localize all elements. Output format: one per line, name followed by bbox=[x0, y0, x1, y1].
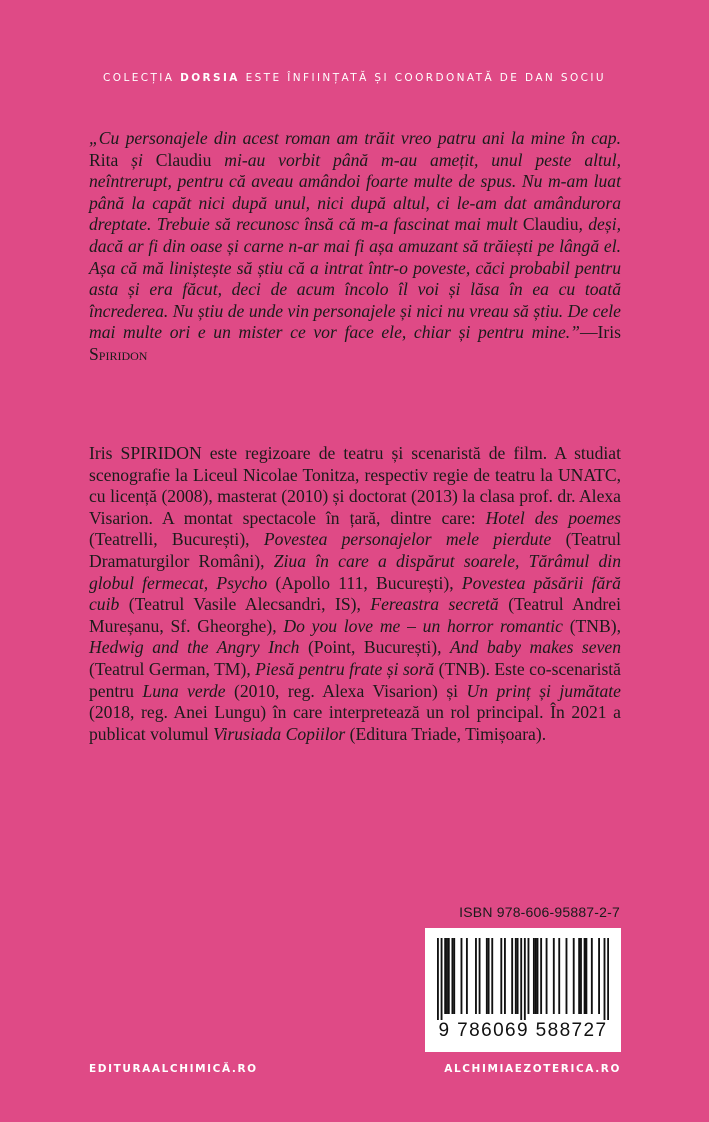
quote-name-claudiu: Claudiu bbox=[155, 149, 212, 170]
bio-text: (Editura Triade, Timișoara). bbox=[345, 723, 547, 744]
bio-text: (TNB). Este co-scenaristă pentru bbox=[89, 658, 621, 701]
bio-work-title: Un prinț și jumătate bbox=[466, 680, 621, 701]
barcode-digits: 9 786069 588727 bbox=[438, 1020, 608, 1041]
barcode-bar bbox=[500, 938, 502, 1014]
secondary-website[interactable]: ALCHIMIAEZOTERICA.RO bbox=[444, 1063, 621, 1075]
barcode-bar bbox=[598, 938, 600, 1014]
author-quote bbox=[89, 128, 621, 366]
barcode-bars bbox=[437, 938, 609, 1020]
author-biography bbox=[89, 443, 621, 745]
barcode-bar bbox=[520, 938, 522, 1020]
quote-attribution-dash: —Iris bbox=[579, 322, 621, 343]
barcode-bar bbox=[444, 938, 446, 1014]
bio-work-title: And baby makes seven bbox=[450, 637, 622, 658]
barcode-bar bbox=[511, 938, 513, 1014]
barcode-bar bbox=[537, 938, 539, 1014]
barcode-bar bbox=[584, 938, 586, 1014]
barcode-bar bbox=[580, 938, 582, 1014]
bio-work-title: Luna verde bbox=[142, 680, 226, 701]
barcode-bar bbox=[578, 938, 580, 1014]
collection-prefix: COLECȚIA bbox=[103, 72, 181, 84]
barcode-bar bbox=[546, 938, 548, 1014]
bio-work-title: Virusiada Copiilor bbox=[213, 723, 346, 744]
bio-text: (Teatrul Vasile Alecsandri, IS), bbox=[119, 594, 371, 615]
bio-text: (Teatrul Andrei Mureșanu, Sf. Gheorghe), bbox=[89, 594, 621, 636]
quote-text-1: „Cu personajele din acest roman am trăit vreo patru ani la mine în cap. bbox=[89, 128, 621, 148]
bio-text: (Teatrul Dramaturgilor Români), bbox=[89, 529, 621, 571]
barcode-bar bbox=[553, 938, 555, 1014]
barcode-bar bbox=[528, 938, 530, 1014]
barcode-bar bbox=[461, 938, 463, 1014]
publisher-website[interactable]: EDITURAALCHIMICĂ.RO bbox=[89, 1063, 258, 1075]
barcode-bar bbox=[475, 938, 477, 1014]
collection-note bbox=[0, 72, 709, 84]
quote-name-rita: Rita bbox=[89, 149, 119, 170]
barcode-bar bbox=[585, 938, 587, 1014]
bio-text: (Apollo 111, București), bbox=[267, 572, 462, 593]
barcode-bar bbox=[515, 938, 517, 1014]
bio-text: (2010, reg. Alexa Visarion) și bbox=[225, 680, 467, 701]
barcode-bar bbox=[524, 938, 526, 1020]
barcode-bar bbox=[488, 938, 490, 1014]
bio-work-title: Do you love me – un horror romantic bbox=[283, 615, 563, 636]
barcode-bar bbox=[504, 938, 506, 1014]
quote-attribution-author: Spiridon bbox=[89, 343, 148, 364]
barcode-bar bbox=[517, 938, 519, 1014]
barcode-bar bbox=[573, 938, 575, 1014]
isbn-label: ISBN 978-606-95887-2-7 bbox=[459, 904, 620, 920]
bio-work-title: Fereastra secretă bbox=[370, 594, 499, 615]
barcode-bar bbox=[566, 938, 568, 1014]
quote-text-2: și bbox=[118, 149, 156, 170]
bio-text: (Point, București), bbox=[299, 637, 450, 658]
barcode-bar bbox=[558, 938, 560, 1014]
bio-text: (Teatrelli, București), bbox=[89, 529, 264, 550]
barcode-bar bbox=[437, 938, 439, 1020]
bio-work-title: Ziua în care a dispărut soarele, Tărâmul din globul fermecat, Psycho bbox=[89, 550, 621, 593]
bio-work-title: Povestea păsării fără cuib bbox=[89, 572, 621, 615]
bio-text: (Teatrul German, TM), bbox=[89, 658, 256, 679]
collection-brand: DORSIA bbox=[180, 72, 240, 84]
barcode-bar bbox=[607, 938, 609, 1020]
quote-text-4: , deși, dacă ar fi din oase și carne n-ar mai fi așa amuzant să trăiești pe lângă el. Așa că mă liniștește să știu că a intrat într-o poveste, căci probabil pentru asta și era făcut, deci de acum încolo îl voi și lăsa în ea cu toată încrederea. Nu știu de unde vin personajele și nici nu vreau să știu. De cele mai multe ori e un mister ce vor face ele, chiar și pentru mine.” bbox=[89, 214, 621, 343]
bio-text: (2018, reg. Anei Lungu) în care interpretează un rol principal. În 2021 a publicat volumul bbox=[89, 702, 621, 744]
barcode-bar bbox=[453, 938, 455, 1014]
barcode-bar bbox=[466, 938, 468, 1014]
quote-name-claudiu-2: Claudiu bbox=[522, 214, 579, 235]
barcode-bar bbox=[540, 938, 542, 1014]
bio-work-title: Hedwig and the Angry Inch bbox=[89, 637, 300, 658]
barcode-bar bbox=[491, 938, 493, 1014]
quote-text-3: mi-au vorbit până m-au amețit, unul peste altul, neîntrerupt, pentru că aveau amândoi foarte multe de spus. Nu m-am luat până la capăt nici după unul, nici după altul, ci le-am dat amândurora dreptate. Trebuie să recunosc însă că m-a fascinat mai mult bbox=[89, 149, 621, 235]
barcode-bar bbox=[479, 938, 481, 1014]
barcode-bar bbox=[591, 938, 593, 1014]
barcode-bar bbox=[441, 938, 443, 1020]
collection-suffix: ESTE ÎNFIINȚATĂ ȘI COORDONATĂ DE DAN SOCIU bbox=[239, 72, 606, 84]
barcode-bar bbox=[448, 938, 450, 1014]
bio-text: (TNB), bbox=[562, 615, 621, 636]
bio-work-title: Hotel des poemes bbox=[485, 507, 622, 528]
bio-work-title: Povestea personajelor mele pierdute bbox=[263, 529, 552, 550]
barcode-bar bbox=[604, 938, 606, 1020]
bio-work-title: Piesă pentru frate și soră bbox=[255, 658, 435, 679]
barcode-bar bbox=[446, 938, 448, 1014]
barcode-bar bbox=[535, 938, 537, 1014]
barcode-bar bbox=[486, 938, 488, 1014]
barcode-bar bbox=[451, 938, 453, 1014]
barcode-bar bbox=[533, 938, 535, 1014]
isbn-barcode bbox=[425, 928, 621, 1052]
bio-text: Iris SPIRIDON este regizoare de teatru și scenaristă de film. A studiat scenografie la Liceul Nicolae Tonitza, respectiv regie de teatru la UNATC, cu licență (2008), masterat (2010) și doctorat (2013) la clasa prof. dr. Alexa Visarion. A montat spectacole în țară, dintre care: bbox=[89, 443, 621, 528]
